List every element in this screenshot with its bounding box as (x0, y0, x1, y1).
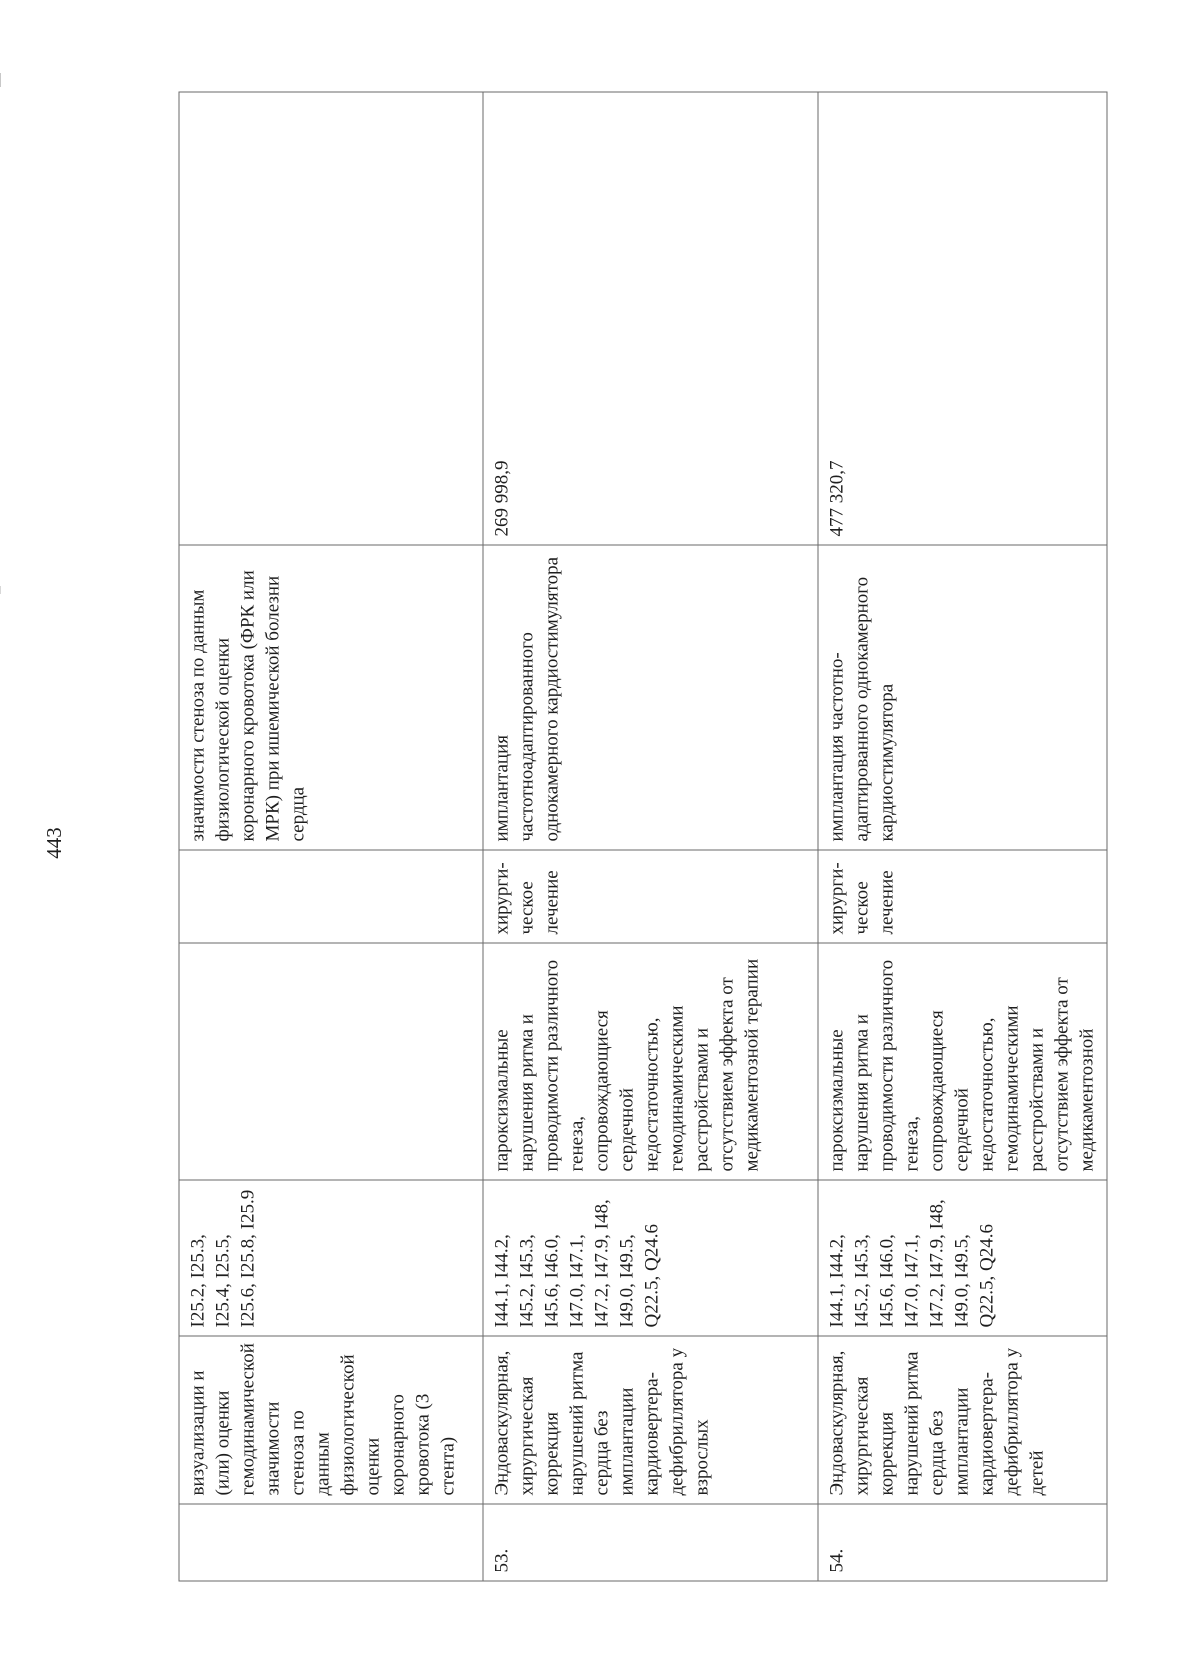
care-type-name: визуализации и (или) оценки гемодинамической значимости стеноза по данным физиологической оценки коронарного кровотока (3 стента) (179, 1336, 483, 1504)
patient-model: пароксизмальные нарушения ритма и проводимости различного генеза, сопровождающиеся сердечной недостаточностью, гемодинамическими расстройствами и отсутствием эффекта от медикаментозной терапии (483, 943, 818, 1180)
treatment-type: хирурги-ческое лечение (818, 850, 1107, 943)
icd-codes: I44.1, I44.2, I45.2, I45.3, I45.6, I46.0, I47.0, I47.1, I47.2, I47.9, I48, I49.0, I49.5, Q22.5, Q24.6 (818, 1180, 1107, 1336)
row-number: 54. (818, 1504, 1107, 1581)
table-row (818, 92, 1107, 1581)
care-type-name: Эндоваскулярная, хирургическая коррекция нарушений ритма сердца без имплантации кардиовертера-дефибриллятора у детей (818, 1336, 1107, 1504)
patient-model (179, 943, 483, 1180)
treatment-type (179, 850, 483, 943)
icd-codes: I44.1, I44.2, I45.2, I45.3, I45.6, I46.0, I47.0, I47.1, I47.2, I47.9, I48, I49.0, I49.5, Q22.5, Q24.6 (483, 1180, 818, 1336)
row-number (179, 1504, 483, 1581)
treatment-method: имплантация частотноадаптированного однокамерного кардиостимулятора (483, 545, 818, 850)
treatment-type: хирурги-ческое лечение (483, 850, 818, 943)
treatment-method: значимости стеноза по данным физиологической оценки коронарного кровотока (ФРК или МРК) при ишемической болезни сердца (179, 545, 483, 850)
cost-value: 269 998,9 (483, 92, 818, 545)
cost-value: 477 320,7 (818, 92, 1107, 545)
treatment-method: имплантация частотно-адаптированного однокамерного кардиостимулятора (818, 545, 1107, 850)
table-container (178, 91, 1106, 1580)
scan-edge-mark (0, 73, 1, 87)
scan-edge-mark (0, 586, 1, 594)
page-number: 443 (42, 827, 66, 859)
row-number: 53. (483, 1504, 818, 1581)
care-type-name: Эндоваскулярная, хирургическая коррекция нарушений ритма сердца без имплантации кардиовертера-дефибриллятора у взрослых (483, 1336, 818, 1504)
patient-model: пароксизмальные нарушения ритма и проводимости различного генеза, сопровождающиеся сердечной недостаточностью, гемодинамическими расстройствами и отсутствием эффекта от медикаментозной (818, 943, 1107, 1180)
table-row (179, 92, 483, 1581)
table-row (483, 92, 818, 1581)
icd-codes: I25.2, I25.3, I25.4, I25.5, I25.6, I25.8, I25.9 (179, 1180, 483, 1336)
medical-care-table (178, 91, 1107, 1581)
cost-value (179, 92, 483, 545)
